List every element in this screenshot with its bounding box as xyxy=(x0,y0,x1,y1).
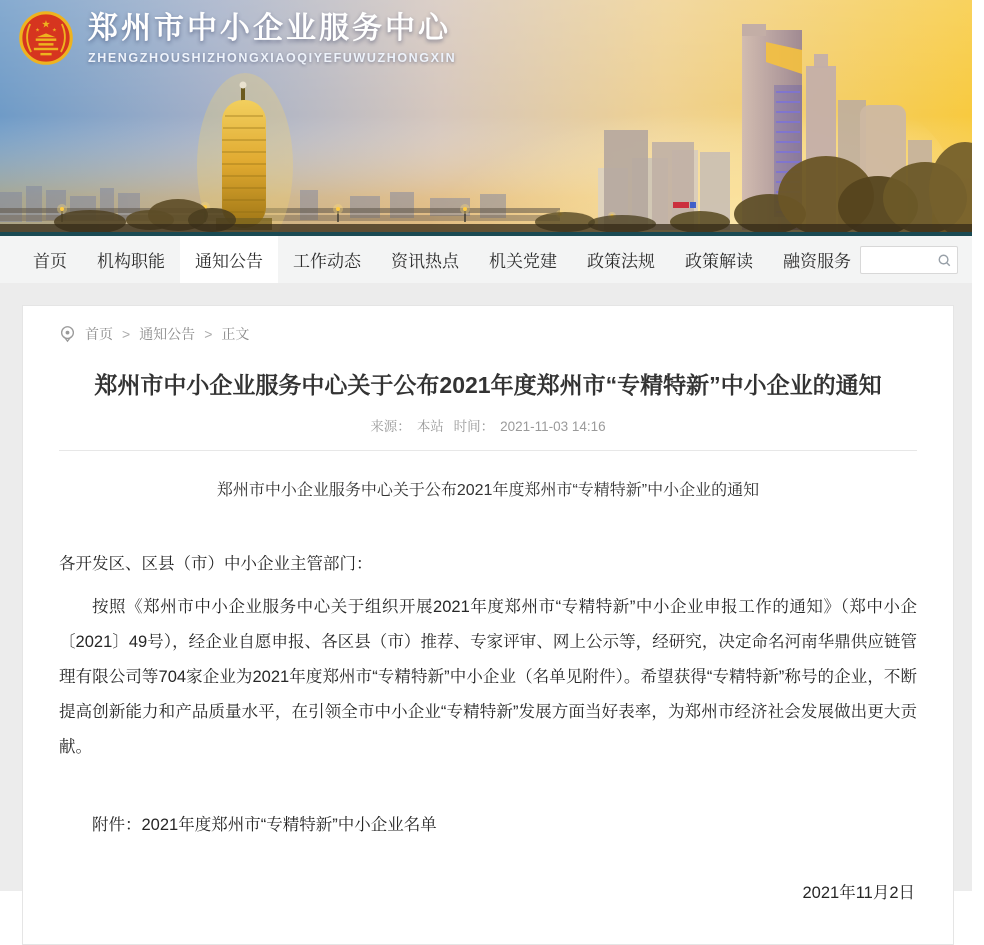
nav-item-functions[interactable]: 机构职能 xyxy=(97,252,165,271)
site-title-pinyin: ZHENGZHOUSHIZHONGXIAOQIYEFUWUZHONGXIN xyxy=(88,50,457,65)
breadcrumb-home[interactable]: 首页 xyxy=(85,326,113,342)
nav-item-policy-interpretation[interactable]: 政策解读 xyxy=(685,252,753,271)
article-card xyxy=(22,305,954,945)
breadcrumb-notices[interactable]: 通知公告 xyxy=(139,326,196,342)
breadcrumb-current: 正文 xyxy=(221,326,250,342)
breadcrumb-separator: > xyxy=(204,326,213,342)
svg-text:★: ★ xyxy=(41,19,51,31)
nav-item-work-dynamics[interactable]: 工作动态 xyxy=(293,252,361,271)
nav-item-financing-services[interactable]: 融资服务 xyxy=(783,252,851,271)
article-salutation: 各开发区、区县（市）中小企业主管部门： xyxy=(59,555,373,573)
search-input[interactable] xyxy=(861,247,935,273)
time-label: 时间： xyxy=(453,419,495,434)
article-title: 郑州市中小企业服务中心关于公布2021年度郑州市“专精特新”中小企业的通知 xyxy=(94,372,882,398)
nav-item-notices[interactable]: 通知公告 xyxy=(180,236,278,283)
search-icon[interactable] xyxy=(935,251,953,269)
search-box[interactable] xyxy=(860,246,958,274)
article-body-heading: 郑州市中小企业服务中心关于公布2021年度郑州市“专精特新”中小企业的通知 xyxy=(216,482,760,499)
site-banner xyxy=(0,0,978,236)
article-meta xyxy=(59,415,917,435)
breadcrumb xyxy=(59,320,917,344)
site-title: 郑州市中小企业服务中心 xyxy=(88,11,451,45)
page-right-gutter xyxy=(972,0,978,891)
source-value: 本站 xyxy=(416,419,444,434)
location-pin-icon xyxy=(59,325,76,344)
signature-date: 2021年11月2日 xyxy=(802,884,915,902)
article-paragraph: 按照《郑州市中小企业服务中心关于组织开展2021年度郑州市“专精特新”中小企业申报工作的通知》（郑中小企〔2021〕49号），经企业自愿申报、各区县（市）推荐、专家评审、网上公示等，经研究，决定命名河南华鼎供应链管理有限公司等704家企业为2021年度郑州市“专精特新”中小企业（名单见附件）。希望获得“专精特新”称号的企业，不断提高创新能力和产品质量水平，在引领全市中小企业“专精特新”发展方面当好表率，为郑州市经济社会发展做出更大贡献。 xyxy=(59,598,917,756)
breadcrumb-separator: > xyxy=(122,326,131,342)
nav-item-party-building[interactable]: 机关党建 xyxy=(489,252,557,271)
source-label: 来源： xyxy=(370,419,411,434)
nav-item-hot-news[interactable]: 资讯热点 xyxy=(391,252,459,271)
main-nav xyxy=(0,236,978,283)
nav-item-home[interactable]: 首页 xyxy=(33,252,67,271)
attachment-line: 附件：2021年度郑州市“专精特新”中小企业名单 xyxy=(92,816,437,834)
time-value: 2021-11-03 14:16 xyxy=(500,419,606,434)
site-brand xyxy=(18,10,456,66)
svg-text:★: ★ xyxy=(35,27,40,34)
title-divider xyxy=(59,450,917,451)
svg-text:★: ★ xyxy=(52,27,57,34)
nav-item-policies-regulations[interactable]: 政策法规 xyxy=(587,252,655,271)
national-emblem-icon xyxy=(18,10,74,66)
